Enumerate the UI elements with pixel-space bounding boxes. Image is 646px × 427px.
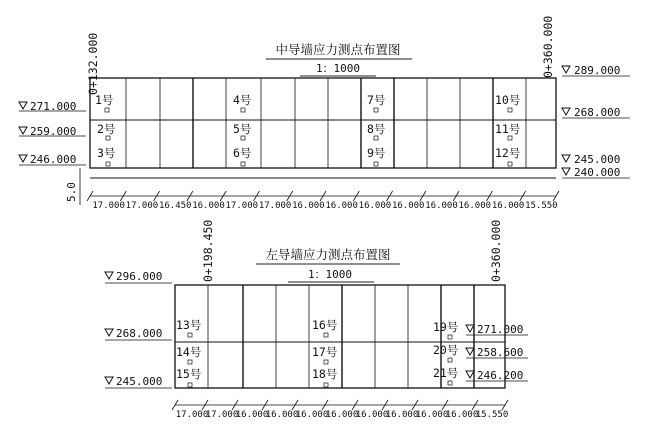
segment-length-label: 16.000	[445, 410, 479, 420]
left-wall-scale: 1：1000	[307, 268, 353, 281]
elevation-label: 271.000	[30, 100, 77, 113]
elevation-label: 289.000	[574, 64, 621, 77]
middle-wall-station-right: 0+360.000	[541, 15, 555, 78]
left-wall-station-right: 0+360.000	[489, 219, 503, 282]
measuring-point-label: 9号	[367, 146, 386, 160]
left-wall-station-left: 0+198.450	[201, 219, 215, 282]
measuring-point-label: 18号	[312, 367, 338, 381]
elevation-marker-icon	[562, 66, 570, 73]
left-wall-title: 左导墙应力测点布置图	[265, 247, 391, 262]
sensor-icon	[508, 108, 512, 112]
elevation-label: 271.000	[477, 323, 524, 336]
measuring-point-label: 15号	[176, 367, 202, 381]
segment-length-label: 16.000	[458, 201, 492, 211]
left-wall-points	[176, 318, 459, 387]
elevation-label: 245.000	[116, 375, 163, 388]
segment-length-label: 16.000	[292, 201, 325, 211]
measuring-point-label: 17号	[312, 345, 338, 359]
segment-length-label: 16.000	[491, 201, 525, 211]
sensor-icon	[324, 383, 328, 387]
segment-length-label: 16.450	[158, 201, 192, 211]
elevation-marker-icon	[105, 377, 113, 384]
elevation-label: 258.600	[477, 346, 524, 359]
measuring-point-label: 2号	[97, 122, 116, 136]
segment-length-label: 16.000	[425, 201, 458, 211]
segment-length-label: 17.000	[225, 201, 259, 211]
measuring-point-label: 21号	[433, 366, 459, 380]
sensor-icon	[188, 383, 192, 387]
elevation-label: 296.000	[116, 270, 163, 283]
measuring-point-label: 10号	[495, 93, 521, 107]
elevation-marker-icon	[19, 102, 27, 109]
elevation-label: 268.000	[116, 327, 163, 340]
measuring-point-label: 20号	[433, 343, 459, 357]
left-wall-right-elevations	[466, 323, 528, 382]
elevation-marker-icon	[466, 371, 474, 378]
middle-wall-scale: 1：1000	[315, 62, 361, 75]
segment-length-label: 16.000	[192, 201, 225, 211]
segment-length-label: 17.000	[125, 201, 159, 211]
measuring-point-label: 1号	[95, 93, 114, 107]
middle-wall-points	[95, 93, 521, 166]
sensor-icon	[324, 333, 328, 337]
sensor-icon	[188, 333, 192, 337]
elevation-marker-icon	[105, 272, 113, 279]
segment-length-label: 16.000	[391, 201, 425, 211]
sensor-icon	[448, 335, 452, 339]
elevation-marker-icon	[19, 155, 27, 162]
sensor-icon	[448, 381, 452, 385]
measuring-point-label: 5号	[233, 122, 252, 136]
segment-length-label: 16.000	[265, 410, 299, 420]
sensor-icon	[241, 108, 245, 112]
segment-length-label: 17.000	[92, 201, 125, 211]
middle-guide-wall-diagram	[19, 16, 630, 211]
measuring-point-label: 19号	[433, 320, 459, 334]
sensor-icon	[508, 136, 512, 140]
elevation-label: 246.000	[30, 153, 77, 166]
sensor-icon	[188, 360, 192, 364]
measuring-point-label: 4号	[233, 93, 252, 107]
sensor-icon	[241, 162, 245, 166]
segment-length-label: 17.000	[258, 201, 292, 211]
segment-length-label: 16.000	[235, 410, 269, 420]
segment-length-label: 16.000	[325, 410, 359, 420]
sensor-icon	[106, 136, 110, 140]
middle-wall-right-elevations	[562, 64, 630, 179]
sensor-icon	[374, 136, 378, 140]
segment-length-label: 16.000	[358, 201, 392, 211]
segment-length-label: 16.000	[385, 410, 419, 420]
elevation-marker-icon	[105, 329, 113, 336]
elevation-marker-icon	[562, 168, 570, 175]
middle-wall-joints	[126, 78, 526, 168]
measuring-point-label: 3号	[97, 146, 116, 160]
elevation-label: 259.000	[30, 125, 77, 138]
elevation-label: 268.000	[574, 106, 621, 119]
middle-wall-left-elevations	[19, 100, 86, 166]
middle-wall-dimension-chain	[87, 191, 559, 211]
left-guide-wall-diagram	[105, 220, 528, 420]
measuring-point-label: 11号	[495, 122, 521, 136]
elevation-marker-icon	[562, 108, 570, 115]
sensor-icon	[106, 162, 110, 166]
measuring-point-label: 13号	[176, 318, 202, 332]
elevation-label: 245.000	[574, 153, 621, 166]
sensor-icon	[508, 162, 512, 166]
elevation-label: 240.000	[574, 166, 621, 179]
segment-length-label: 15.550	[525, 201, 558, 211]
left-wall-left-elevations	[105, 270, 172, 388]
segment-length-label: 16.000	[295, 410, 329, 420]
elevation-marker-icon	[466, 325, 474, 332]
measuring-point-label: 14号	[176, 345, 202, 359]
segment-length-label: 16.000	[415, 410, 449, 420]
left-wall-dimension-chain	[172, 400, 508, 420]
sensor-icon	[448, 358, 452, 362]
measuring-point-label: 6号	[233, 146, 252, 160]
segment-length-label: 17.000	[175, 410, 209, 420]
measuring-point-label: 8号	[367, 122, 386, 136]
measuring-point-label: 7号	[367, 93, 386, 107]
elevation-marker-icon	[562, 155, 570, 162]
sensor-icon	[374, 162, 378, 166]
elevation-marker-icon	[19, 127, 27, 134]
elevation-label: 246.200	[477, 369, 524, 382]
measuring-point-label: 16号	[312, 318, 338, 332]
segment-length-label: 16.000	[325, 201, 358, 211]
sensor-icon	[324, 360, 328, 364]
segment-length-label: 17.000	[205, 410, 239, 420]
elevation-marker-icon	[466, 348, 474, 355]
middle-wall-title: 中导墙应力测点布置图	[275, 42, 401, 57]
segment-length-label: 16.000	[355, 410, 389, 420]
sensor-icon	[241, 136, 245, 140]
sensor-icon	[105, 108, 109, 112]
sensor-icon	[374, 108, 378, 112]
middle-wall-station-left: 0+132.000	[86, 32, 100, 95]
measuring-point-label: 12号	[495, 146, 521, 160]
side-dimension-label: 5.0	[65, 182, 78, 202]
segment-length-label: 15.550	[475, 410, 509, 420]
